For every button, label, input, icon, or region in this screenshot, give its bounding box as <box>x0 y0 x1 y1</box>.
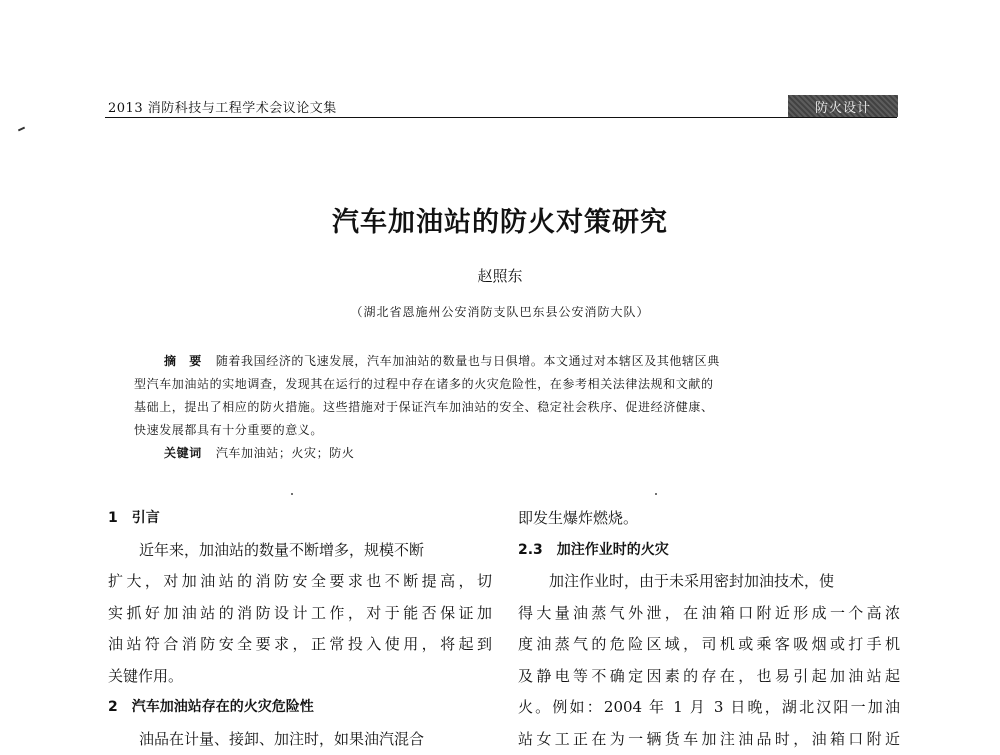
body-line: 加注作业时，由于未采用密封加油技术，使 <box>518 566 900 598</box>
body-line: 关键作用。 <box>108 661 492 693</box>
scan-dot <box>655 493 657 495</box>
keywords-label: 关键词 <box>164 446 202 460</box>
running-header-title: 2013 消防科技与工程学术会议论文集 <box>108 97 337 116</box>
paper-author: 赵照东 <box>0 265 1000 286</box>
body-line: 度油蒸气的危险区域，司机或乘客吸烟或打手机 <box>518 629 900 661</box>
body-line: 站女工正在为一辆货车加注油品时，油箱口附近 <box>518 724 900 755</box>
section-badge: 防火设计 <box>788 95 898 117</box>
abstract-line <box>134 350 866 373</box>
section-heading: 2.3 加注作业时的火灾 <box>518 535 900 567</box>
keywords-line <box>164 442 866 465</box>
body-line: 近年来，加油站的数量不断增多，规模不断 <box>108 535 492 567</box>
body-line: 火。例如：2004 年 1 月 3 日晚，湖北汉阳一加油 <box>518 692 900 724</box>
body-left-column <box>108 503 492 755</box>
section-heading: 1 引言 <box>108 503 492 535</box>
body-line: 即发生爆炸燃烧。 <box>518 503 900 535</box>
body-line: 扩大，对加油站的消防安全要求也不断提高，切 <box>108 566 492 598</box>
body-line: 实抓好加油站的消防设计工作，对于能否保证加 <box>108 598 492 630</box>
abstract-text: 随着我国经济的飞速发展，汽车加油站的数量也与日俱增。本文通过对本辖区及其他辖区典 <box>216 354 720 368</box>
keywords-text: 汽车加油站；火灾；防火 <box>216 446 355 460</box>
scan-artifact-mark <box>18 127 25 132</box>
author-affiliation: （湖北省恩施州公安消防支队巴东县公安消防大队） <box>0 303 1000 320</box>
body-line: 油品在计量、接卸、加注时，如果油汽混合 <box>108 724 492 755</box>
abstract-line: 快速发展都具有十分重要的意义。 <box>134 419 866 442</box>
body-line: 得大量油蒸气外泄，在油箱口附近形成一个高浓 <box>518 598 900 630</box>
abstract-label: 摘 要 <box>164 354 202 368</box>
abstract-line: 基础上，提出了相应的防火措施。这些措施对于保证汽车加油站的安全、稳定社会秩序、促进经济健康、 <box>134 396 866 419</box>
header-rule <box>105 117 897 118</box>
body-line: 及静电等不确定因素的存在，也易引起加油站起 <box>518 661 900 693</box>
abstract-line: 型汽车加油站的实地调查，发现其在运行的过程中存在诸多的火灾危险性，在参考相关法律法规和文献的 <box>134 373 866 396</box>
section-heading: 2 汽车加油站存在的火灾危险性 <box>108 692 492 724</box>
abstract-block <box>134 350 866 465</box>
body-right-column <box>518 503 900 755</box>
body-line: 油站符合消防安全要求，正常投入使用，将起到 <box>108 629 492 661</box>
paper-title: 汽车加油站的防火对策研究 <box>0 200 1000 239</box>
scan-dot <box>291 493 293 495</box>
